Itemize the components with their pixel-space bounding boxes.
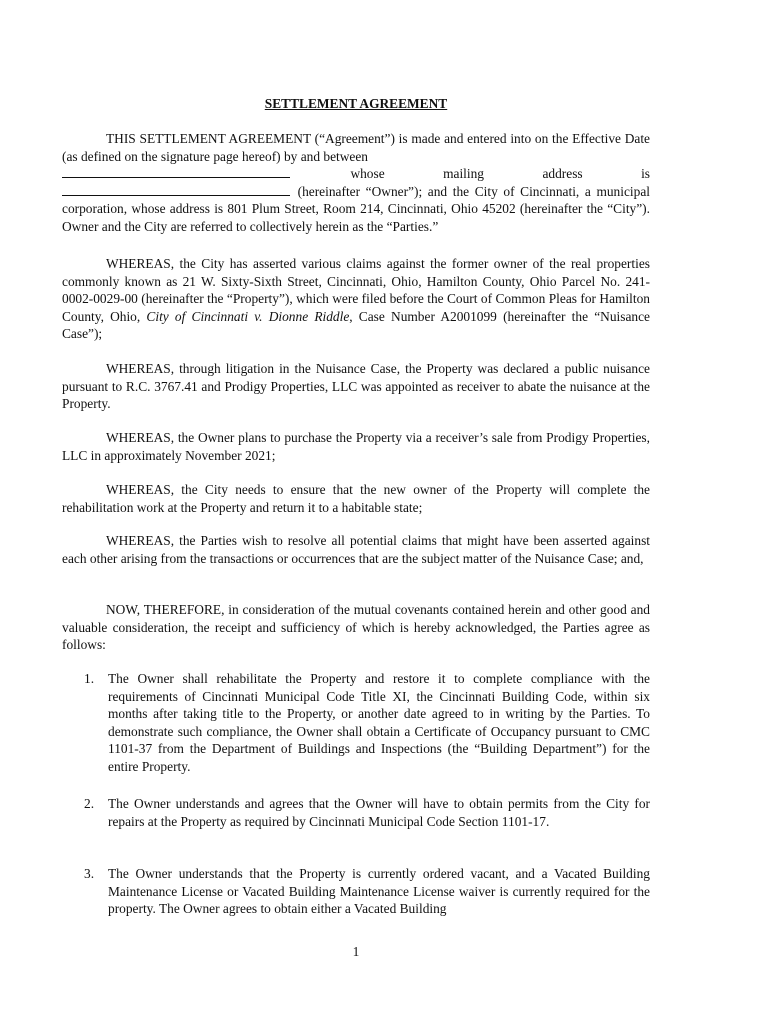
- list-item-number: 2.: [84, 796, 95, 811]
- document-title: SETTLEMENT AGREEMENT: [264, 96, 448, 111]
- list-item-text: The Owner understands and agrees that the Owner will have to obtain permits from the City for repairs at the Property as required by Cincinnati Municipal Code Section 1101-17.: [108, 796, 650, 829]
- whereas-paragraph-4: [62, 481, 650, 516]
- intro-is: is: [641, 166, 650, 182]
- now-therefore-paragraph: [62, 601, 650, 654]
- list-item-number: 3.: [84, 866, 95, 881]
- intro-paragraph: [62, 130, 650, 236]
- whereas-paragraph-1: [62, 255, 650, 343]
- whereas-paragraph-3: [62, 429, 650, 464]
- list-item-text: The Owner shall rehabilitate the Property and restore it to complete compliance with the requirements of Cincinnati Municipal Code Title XI, the Cincinnati Building Code, within six months after taking title to the Property, or another date agreed to in writing by the Parties. To demonstrate such compliance, the Owner shall obtain a Certificate of Occupancy pursuant to CMC 1101-37 from the Department of Buildings and Inspections (the “Building Department”) for the entire Property.: [108, 671, 650, 774]
- list-item-text: The Owner understands that the Property is currently ordered vacant, and a Vacated Building Maintenance License or Vacated Building Maintenance License waiver is currently required for the property. The Owner agrees to obtain either a Vacated Building: [108, 866, 650, 917]
- whereas-paragraph-5: [62, 532, 650, 567]
- intro-rest: (hereinafter “Owner”); and the City of Cincinnati, a municipal corporation, whose address is 801 Plum Street, Room 214, Cincinnati, Ohio 45202 (hereinafter the “City”). Owner and the City are referred to collectively herein as the “Parties.”: [62, 183, 650, 234]
- intro-address: address: [542, 166, 583, 182]
- list-item: [84, 795, 650, 830]
- whereas3-text: WHEREAS, the Owner plans to purchase the Property via a receiver’s sale from Prodigy Properties, LLC in approximately November 2021;: [62, 430, 650, 463]
- whereas4-text: WHEREAS, the City needs to ensure that the new owner of the Property will complete the rehabilitation work at the Property and return it to a habitable state;: [62, 482, 650, 515]
- owner-address-blank: [62, 183, 290, 196]
- case-name: City of Cincinnati v. Dionne Riddle: [146, 308, 350, 324]
- whereas1-before: WHEREAS, the City has asserted various claims against the former owner of the real properties commonly known as 21 W. Sixty-Sixth Street, Cincinnati, Ohio, Hamilton County, Ohio Parcel No. 241-0002-0029-00 (hereinafter the “Property”), which were filed before the Court of Common Pleas for Hamilton County, Ohio,: [62, 256, 650, 324]
- now-therefore-text: NOW, THEREFORE, in consideration of the mutual covenants contained herein and other good and valuable consideration, the receipt and sufficiency of which is hereby acknowledged, the Parties agree as follows:: [62, 602, 650, 653]
- page-number: 1: [352, 944, 360, 959]
- intro-mailing: mailing: [443, 166, 485, 182]
- whereas-paragraph-2: [62, 360, 650, 413]
- owner-name-blank: [62, 165, 290, 178]
- list-item: [84, 670, 650, 776]
- intro-line1: THIS SETTLEMENT AGREEMENT (“Agreement”) is made and entered into on the Effective Date (as defined on the signature page hereof) by and between: [62, 131, 650, 164]
- list-item: [84, 865, 650, 918]
- intro-blank-row: [62, 165, 650, 183]
- whereas5-text: WHEREAS, the Parties wish to resolve all potential claims that might have been asserted against each other arising from the transactions or occurrences that are the subject matter of the Nuisance Case; and,: [62, 533, 650, 566]
- intro-whose: whose: [350, 166, 385, 182]
- whereas1-after: , Case Number A2001099 (hereinafter the “Nuisance Case”);: [62, 308, 650, 342]
- list-item-number: 1.: [84, 671, 95, 686]
- whereas2-text: WHEREAS, through litigation in the Nuisance Case, the Property was declared a public nuisance pursuant to R.C. 3767.41 and Prodigy Properties, LLC was appointed as receiver to abate the nuisance at the Property.: [62, 361, 650, 412]
